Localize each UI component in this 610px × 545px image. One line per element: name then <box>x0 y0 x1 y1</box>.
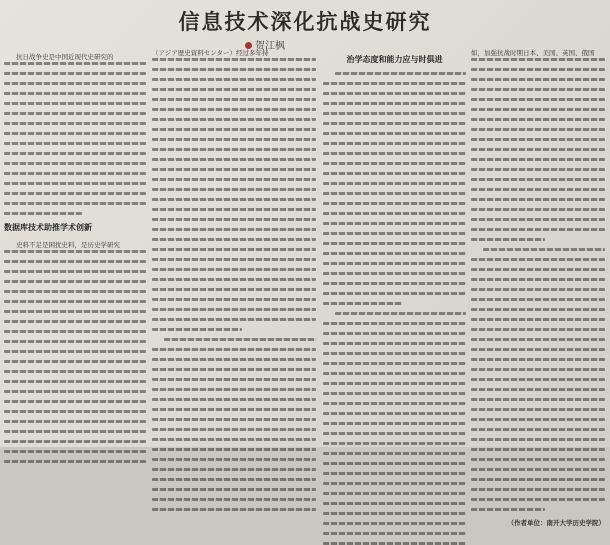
article-title: 信息技术深化抗战史研究 <box>178 10 432 34</box>
column-4-paragraph-1 <box>471 58 605 241</box>
column-1-paragraph-2 <box>4 250 146 463</box>
text-column-1 <box>4 52 146 445</box>
column-2-lead: （アジア歴史資料センター）经过多年持 <box>152 49 269 57</box>
column-1-para2-lead: 史料不足是困扰史料，是历史学研究 <box>16 241 120 249</box>
column-1-paragraph-1 <box>4 62 146 215</box>
text-column-2 <box>152 48 316 445</box>
author-name: 贺江枫 <box>255 41 285 52</box>
column-2-paragraph-1 <box>152 58 316 331</box>
section-heading-database: 数据库技术助推学术创新 <box>4 223 92 232</box>
column-3-paragraph-2 <box>323 312 466 545</box>
column-1-lead: 抗日战争史是中国近现代史研究的 <box>16 53 114 61</box>
text-column-3 <box>323 52 466 445</box>
text-column-4 <box>471 48 605 527</box>
section-heading-attitude: 治学态度和能力应与时俱进 <box>346 55 443 64</box>
column-4-lead: 如，加强抗战时期日本、美国、英国、俄国 <box>471 49 595 57</box>
column-2-paragraph-2 <box>152 338 316 511</box>
column-4-paragraph-2 <box>471 248 605 511</box>
author-affiliation-note: （作者单位：南开大学历史学院） <box>507 519 605 527</box>
column-3-paragraph-1 <box>323 72 466 305</box>
